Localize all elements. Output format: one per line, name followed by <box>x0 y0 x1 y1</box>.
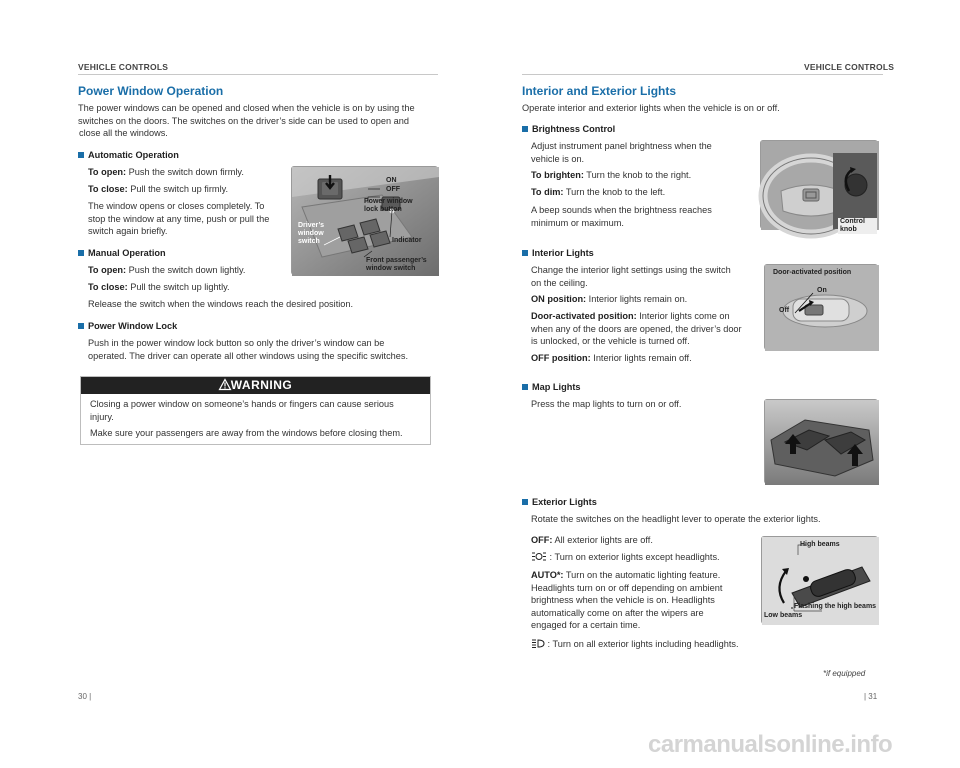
warning-header: WARNING <box>81 377 430 394</box>
interior-lights-heading: Interior Lights <box>522 248 594 258</box>
left-header-rule <box>78 74 438 75</box>
interior-light-figure <box>764 264 878 350</box>
fig-high-beams-label: High beams <box>800 541 840 548</box>
automatic-close: To close: Pull the switch up firmly. <box>88 184 229 194</box>
right-page-header: VEHICLE CONTROLS <box>804 62 895 72</box>
automatic-operation-heading: Automatic Operation <box>78 150 179 160</box>
headlights-icon <box>531 639 545 648</box>
interior-on-position: ON position: Interior lights remain on. <box>531 294 688 304</box>
lights-intro: Operate interior and exterior lights when the vehicle is on or off. <box>522 103 780 113</box>
fig-control-knob-label: Control knob <box>838 218 877 234</box>
right-header-rule <box>522 74 883 75</box>
fig-lock-button-label: Power window lock button <box>364 198 413 213</box>
fig-flashing-label: Flashing the high beams <box>794 603 877 610</box>
manual-operation-heading: Manual Operation <box>78 248 166 258</box>
warning-box <box>80 376 431 445</box>
manual-close: To close: Pull the switch up lightly. <box>88 282 230 292</box>
fig-low-beams-label: Low beams <box>764 612 803 619</box>
left-page-header: VEHICLE CONTROLS <box>78 62 169 72</box>
interior-lights-text: Change the interior light settings using the switch on the ceiling. <box>531 265 731 288</box>
power-window-intro: The power windows can be opened and closed when the vehicle is on by using the switches on the doors. The switches on the driver’s side can be used to open and close all the windows. <box>78 103 415 139</box>
manual-open: To open: Push the switch down lightly. <box>88 265 246 275</box>
interior-door-position: Door-activated position: Interior lights come on when any of the doors are opened, the driver’s door is unlocked, or the vehicle is turned off. <box>531 311 742 347</box>
map-lights-text: Press the map lights to turn on or off. <box>531 399 682 409</box>
right-page-number: | 31 <box>864 692 878 701</box>
power-window-lock-text: Push in the power window lock button so only the driver’s window can be operated. The driver can operate all other windows using the specific switches. <box>88 338 409 361</box>
warning-text: Closing a power window on someone’s hands or fingers can cause serious injury. Make sure your passengers are away from the windows before closing them. <box>90 399 403 439</box>
fig-drivers-switch-label: Driver’s window switch <box>298 222 325 245</box>
fig-indicator-label: Indicator <box>392 237 422 244</box>
map-lights-illustration <box>765 400 879 485</box>
power-window-switch-figure <box>291 166 438 275</box>
exterior-off: OFF: All exterior lights are off. <box>531 535 653 545</box>
exterior-lights-text: Rotate the switches on the headlight lever to operate the exterior lights. <box>531 514 821 524</box>
watermark: carmanualsonline.info <box>648 731 893 758</box>
brightness-dim: To dim: Turn the knob to the left. <box>531 187 666 197</box>
automatic-open: To open: Push the switch down firmly. <box>88 167 244 177</box>
brightness-note: A beep sounds when the brightness reaches minimum or maximum. <box>531 205 712 228</box>
interior-off-position: OFF position: Interior lights remain off. <box>531 353 692 363</box>
brightness-brighten: To brighten: Turn the knob to the right. <box>531 170 692 180</box>
fig-off-label: OFF <box>386 186 400 193</box>
brightness-heading: Brightness Control <box>522 124 615 134</box>
brightness-text: Adjust instrument panel brightness when the vehicle is on. <box>531 141 712 164</box>
steering-wheel-illustration <box>761 141 879 230</box>
left-page-number: 30 | <box>78 692 92 701</box>
exterior-auto: AUTO*: Turn on the automatic lighting feature. Headlights turn on or off depending on ambient brightness when the vehicle is on. Headlights automatically come on after the wipers are engaged for a certain time. <box>531 570 723 631</box>
control-knob-figure <box>760 140 878 233</box>
parking-lights-icon <box>531 552 547 561</box>
exterior-lights-heading: Exterior Lights <box>522 497 597 507</box>
exterior-parking: : Turn on exterior lights except headlights. <box>531 551 720 564</box>
map-lights-figure <box>764 399 878 484</box>
automatic-note: The window opens or closes completely. To stop the window at any time, push or pull the switch again briefly. <box>88 201 270 237</box>
manual-note: Release the switch when the windows reach the desired position. <box>88 299 354 309</box>
fig-door-activated-label: Door-activated position <box>773 269 852 276</box>
exterior-headlights: : Turn on all exterior lights including headlights. <box>531 638 739 651</box>
power-window-lock-heading: Power Window Lock <box>78 321 177 331</box>
footnote: *if equipped <box>823 669 866 678</box>
fig-on-label: On <box>817 287 827 294</box>
lights-title: Interior and Exterior Lights <box>522 84 677 98</box>
fig-front-passenger-label: Front passenger’s window switch <box>366 257 427 272</box>
map-lights-heading: Map Lights <box>522 382 581 392</box>
warning-triangle-icon <box>219 379 231 390</box>
fig-off-label: Off <box>779 307 790 314</box>
headlight-lever-figure <box>761 536 878 624</box>
power-window-title: Power Window Operation <box>78 84 224 98</box>
fig-on-label: ON <box>386 177 397 184</box>
